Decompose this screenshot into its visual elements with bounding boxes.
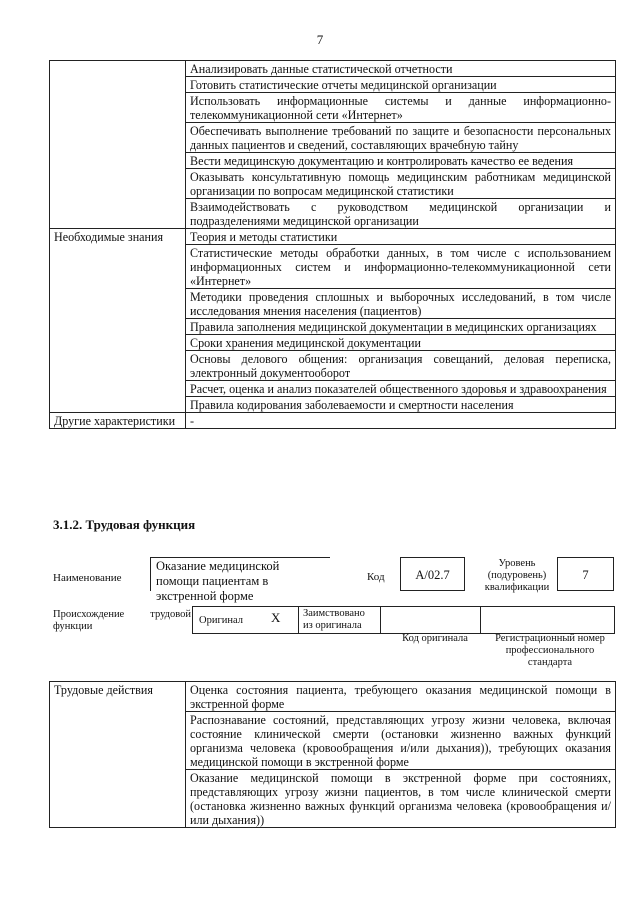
function-code-value: A/02.7 <box>400 557 465 591</box>
knowledge-row: Методики проведения сплошных и выборочных исследований, в том числе исследования мнения населения (пациентов) <box>186 289 616 319</box>
knowledge-row: Сроки хранения медицинской документации <box>186 335 616 351</box>
function-name-value: Оказание медицинской помощи пациентам в экстренной форме <box>150 557 330 591</box>
function-level-value: 7 <box>557 557 614 591</box>
knowledge-row: Теория и методы статистики <box>186 229 616 245</box>
skill-row: Оказывать консультативную помощь медицинским работникам медицинской организации по вопросам медицинской статистики <box>186 169 616 199</box>
actions-label: Трудовые действия <box>50 682 186 828</box>
knowledge-row: Основы делового общения: организация совещаний, деловая переписка, электронный документооборот <box>186 351 616 381</box>
code-original-caption: Код оригинала <box>402 633 468 644</box>
page-number: 7 <box>316 32 324 47</box>
origin-label: Происхождение трудовой функции <box>53 609 191 632</box>
origin-divider <box>380 606 381 634</box>
knowledge-row: Статистические методы обработки данных, в том числе с использованием информационных систем и информационно-телекоммуникационной сети «Интернет» <box>186 245 616 289</box>
action-row: Оценка состояния пациента, требующего оказания медицинской помощи в экстренной форме <box>186 682 616 712</box>
knowledge-row: Правила кодирования заболеваемости и смертности населения <box>186 397 616 413</box>
other-value: - <box>186 413 616 429</box>
original-label: Оригинал <box>199 615 243 626</box>
skill-row: Обеспечивать выполнение требований по защите и безопасности персональных данных пациентов и сведений, составляющих врачебную тайну <box>186 123 616 153</box>
knowledge-label: Необходимые знания <box>50 229 186 413</box>
action-row: Распознавание состояний, представляющих угрозу жизни человека, включая состояние клинической смерти (остановки жизненно важных функций организма человека (кровообращения и/или дыхания)), требующих оказания медицинской помощи в экстренной форме <box>186 712 616 770</box>
origin-box <box>192 606 615 634</box>
borrowed-label: Заимствовано из оригинала <box>303 608 365 631</box>
skill-row: Использовать информационные системы и данные информационно-телекоммуникационной сети «Интернет» <box>186 93 616 123</box>
labor-actions-table <box>49 681 616 828</box>
name-label: Наименование <box>53 572 122 584</box>
skill-row: Анализировать данные статистической отчетности <box>186 61 616 77</box>
skill-row: Взаимодействовать с руководством медицинской организации и подразделениями медицинской организации <box>186 199 616 229</box>
reg-number-caption: Регистрационный номер профессионального стандарта <box>495 633 605 668</box>
skills-label-cell <box>50 61 186 229</box>
level-label: Уровень (подуровень) квалификации <box>484 558 550 593</box>
knowledge-row: Расчет, оценка и анализ показателей общественного здоровья и здравоохранения <box>186 381 616 397</box>
other-label: Другие характеристики <box>50 413 186 429</box>
skill-row: Вести медицинскую документацию и контролировать качество ее ведения <box>186 153 616 169</box>
knowledge-row: Правила заполнения медицинской документации в медицинских организациях <box>186 319 616 335</box>
origin-divider <box>480 606 481 634</box>
competency-table <box>49 60 616 429</box>
action-row: Оказание медицинской помощи в экстренной форме при состояниях, представляющих угрозу жизни пациентов, в том числе клинической смерти (остановка жизненно важных функций организма человека (кровообращения и/или дыхания)) <box>186 770 616 828</box>
origin-divider <box>298 606 299 634</box>
section-title: 3.1.2. Трудовая функция <box>53 517 196 532</box>
skill-row: Готовить статистические отчеты медицинской организации <box>186 77 616 93</box>
code-label: Код <box>367 571 385 583</box>
original-mark: X <box>271 610 281 625</box>
